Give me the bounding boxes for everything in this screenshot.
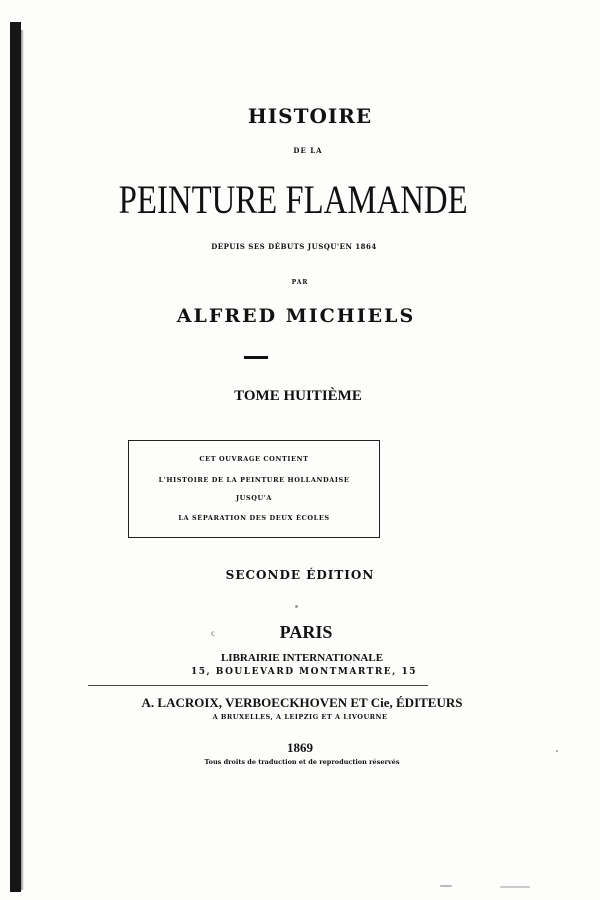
branches-label: A BRUXELLES, A LEIPZIG ET A LIVOURNE (212, 713, 388, 721)
publication-year: 1869 (287, 740, 313, 755)
title-de-la: DE LA (293, 146, 323, 155)
paper-speck (295, 605, 298, 608)
edition-label: SECONDE ÉDITION (225, 568, 375, 582)
librairie-label: LIBRAIRIE INTERNATIONALE (220, 652, 384, 664)
publisher-rule (88, 685, 428, 686)
paper-speck (556, 750, 558, 752)
box-line-2: L'HISTOIRE DE LA PEINTURE HOLLANDAISE (158, 476, 350, 484)
separator-dash (244, 356, 268, 359)
rights-notice: Tous droits de traduction et de reproduction réservés (204, 758, 400, 766)
box-line-3: JUSQU'A (235, 494, 272, 502)
publishers-label: A. LACROIX, VERBOECKHOVEN ET Cie, ÉDITEURS (141, 695, 463, 710)
box-line-1: CET OUVRAGE CONTIENT (199, 455, 309, 463)
author-name: ALFRED MICHIELS (176, 305, 416, 327)
paper-speck (500, 886, 530, 888)
volume-label: TOME HUITIÈME (234, 388, 362, 404)
par-label: PAR (291, 279, 309, 286)
contents-box (128, 440, 380, 538)
main-title: PEINTURE FLAMANDE (118, 177, 468, 222)
paper-speck (440, 885, 452, 887)
address-label: 15, BOULEVARD MONTMARTRE, 15 (191, 667, 417, 677)
box-line-4: LA SÉPARATION DES DEUX ÉCOLES (178, 514, 330, 522)
title-histoire: HISTOIRE (247, 104, 373, 128)
subtitle-depuis: DEPUIS SES DÉBUTS JUSQU'EN 1864 (211, 242, 377, 251)
city-label: PARIS (279, 622, 333, 642)
